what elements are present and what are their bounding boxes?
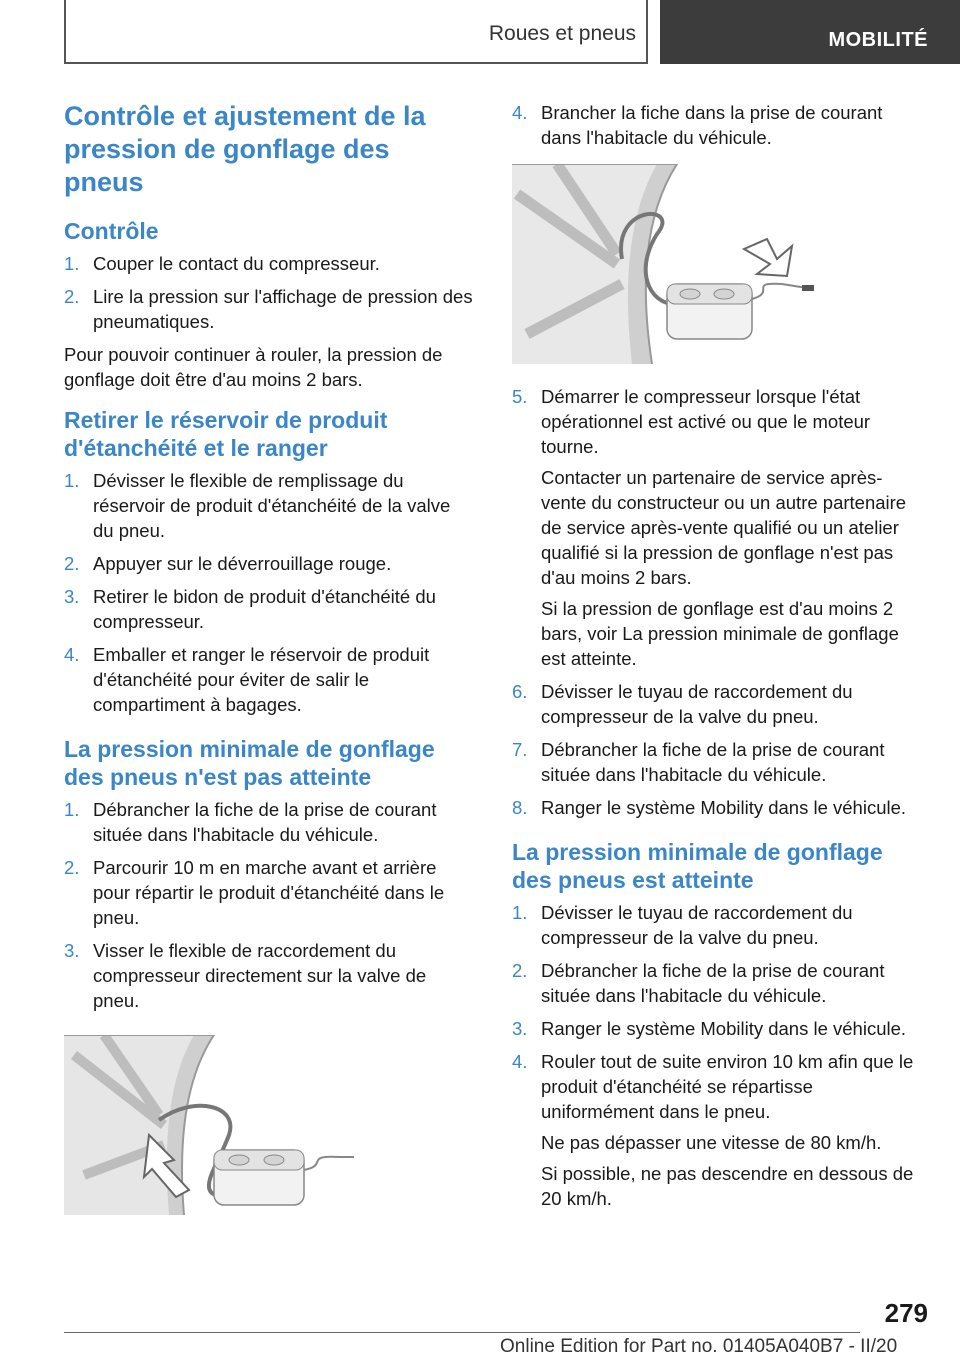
right-column: [512, 100, 922, 1219]
list-item: 2. Appuyer sur le déverrouillage rouge.: [64, 553, 392, 574]
heading-atteinte: La pression minimale de gonflage des pneus est atteinte: [512, 839, 883, 893]
list-item: 3. Ranger le système Mobility dans le véhicule.: [512, 1018, 907, 1039]
list-item: 8. Ranger le système Mobility dans le véhicule.: [512, 797, 907, 818]
compressor-plug-illustration: [512, 164, 830, 364]
list-item: 1. Dévisser le flexible de remplissage du réservoir de produit d'étanchéité de la valve du pneu.: [64, 470, 451, 541]
page-title: Contrôle et ajustement de la pression de gonflage des pneus: [64, 101, 426, 197]
tire-compressor-plug-drawing: [512, 164, 830, 364]
list-item: 7. Débrancher la fiche de la prise de courant située dans l'habitacle du véhicule.: [512, 739, 885, 785]
list-item: 2. Parcourir 10 m en marche avant et arrière pour répartir le produit d'étanchéité dans le pneu.: [64, 857, 445, 928]
steps-demarrage: [512, 384, 922, 820]
header-section-title: Roues et pneus: [488, 22, 636, 45]
list-item: 3. Visser le flexible de raccordement du compresseur directement sur la valve de pneu.: [64, 940, 427, 1011]
list-item: 4. Brancher la fiche dans la prise de courant dans l'habitacle du véhicule.: [512, 102, 883, 148]
page-number: 279: [884, 1298, 928, 1328]
footer-edition: Online Edition for Part no. 01405A040B7 - II/20: [500, 1336, 898, 1357]
compressor-valve-illustration: [64, 1035, 364, 1215]
header-chapter-tab: [660, 0, 960, 64]
steps-controle: [64, 251, 474, 334]
list-item: 5. Démarrer le compresseur lorsque l'état opérationnel est activé ou que le moteur tourne. Contacter un partenaire de service après-vente du constructeur ou un autre partenaire de service après-vente qualifié ou un atelier qualifié si la pression de gonflage n'est pas d'au moins 2 bars. Si la pression de gonflage est d'au moins 2 bars, voir La pression minimale de gonflage est atteinte.: [512, 386, 907, 669]
list-item: 4. Emballer et ranger le réservoir de produit d'étanchéité pour éviter de salir le compartiment à bagages.: [64, 644, 430, 715]
steps-retirer: [64, 468, 474, 717]
list-item: 2. Débrancher la fiche de la prise de courant située dans l'habitacle du véhicule.: [512, 960, 885, 1006]
list-item: 2. Lire la pression sur l'affichage de pression des pneumatiques.: [64, 286, 473, 332]
heading-controle: Contrôle: [64, 218, 159, 244]
steps-branchement: [512, 100, 922, 150]
steps-non-atteinte: [64, 797, 474, 1013]
note-pressure: Pour pouvoir continuer à rouler, la pression de gonflage doit être d'au moins 2 bars.: [64, 344, 443, 390]
list-item: 3. Retirer le bidon de produit d'étanchéité du compresseur.: [64, 586, 436, 632]
steps-atteinte: [512, 900, 922, 1211]
footer-divider: [64, 1332, 860, 1333]
list-item: 1. Débrancher la fiche de la prise de courant située dans l'habitacle du véhicule.: [64, 799, 437, 845]
list-item: 1. Dévisser le tuyau de raccordement du compresseur de la valve du pneu.: [512, 902, 853, 948]
left-column: [64, 100, 474, 1225]
heading-retirer: Retirer le réservoir de produit d'étanchéité et le ranger: [64, 407, 388, 461]
heading-non-atteinte: La pression minimale de gonflage des pneus n'est pas atteinte: [64, 736, 435, 790]
list-item: 1. Couper le contact du compresseur.: [64, 253, 380, 274]
header-chapter-label: MOBILITÉ: [828, 29, 928, 51]
tire-compressor-drawing: [64, 1035, 364, 1215]
list-item: 4. Rouler tout de suite environ 10 km afin que le produit d'étanchéité se répartisse uniformément dans le pneu. Ne pas dépasser une vitesse de 80 km/h. Si possible, ne pas descendre en dessous de 20 km/h.: [512, 1051, 914, 1209]
list-item: 6. Dévisser le tuyau de raccordement du compresseur de la valve du pneu.: [512, 681, 853, 727]
